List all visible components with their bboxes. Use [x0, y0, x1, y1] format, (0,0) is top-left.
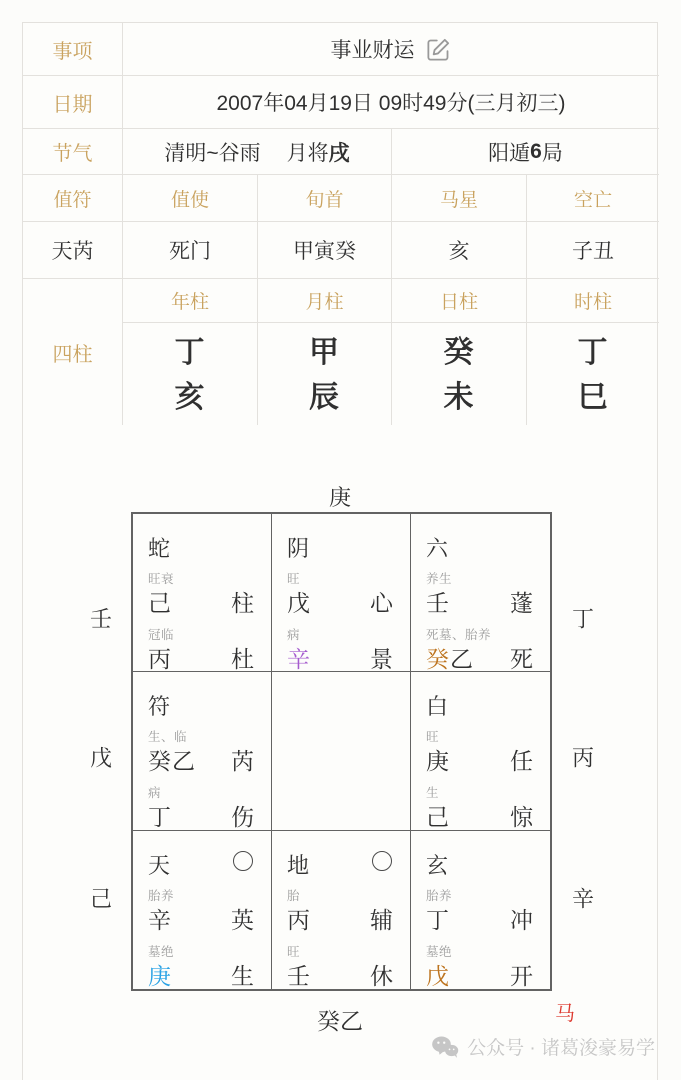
term-mid-bold: 戌 — [328, 141, 350, 165]
term-mid-prefix: 月将 — [286, 141, 329, 165]
date-value: 2007年04月19日 09时49分(三月初三) — [123, 76, 659, 129]
state-label: 旺 — [426, 730, 440, 745]
palace-cell-mid-right — [411, 672, 550, 830]
value-kongwang: 子丑 — [527, 222, 659, 279]
state-label: 旺衰 — [148, 572, 175, 586]
star: 任 — [510, 748, 533, 775]
earth-stem-row: 辛 景 — [287, 641, 393, 674]
door: 伤 — [231, 804, 254, 831]
dun-number: 6 — [530, 139, 542, 163]
heaven-stem-row: 壬 蓬 — [426, 585, 533, 618]
palace-god: 玄 — [426, 852, 449, 878]
palace-cell-top-right — [411, 514, 550, 672]
heaven-stem-row: 丙 辅 — [287, 902, 393, 935]
palace-cell-bottom-right — [411, 831, 550, 989]
door: 开 — [510, 962, 533, 989]
star: 心 — [370, 590, 393, 616]
heaven-stem-row: 己 柱 — [148, 585, 254, 618]
star: 冲 — [510, 906, 533, 933]
date-label: 日期 — [23, 76, 123, 129]
door: 生 — [231, 962, 254, 989]
outer-stem-top: 庚 — [328, 485, 351, 510]
heaven-stem-row: 辛 英 — [148, 902, 254, 935]
header-zhifu: 值符 — [23, 175, 123, 222]
item-value: 事业财运 — [330, 39, 415, 62]
header-day-pillar: 日柱 — [392, 279, 527, 323]
header-maxing: 马星 — [392, 175, 527, 222]
month-pillar-value: 甲 辰 — [258, 323, 392, 426]
palace-god: 天 — [148, 852, 171, 878]
day-pillar-value: 癸 未 — [392, 323, 527, 426]
door: 杜 — [231, 646, 254, 672]
void-circle-icon — [372, 851, 392, 871]
outer-stem-left-3: 己 — [89, 886, 112, 912]
earth-stem-row: 庚 生 — [148, 958, 254, 991]
palace-cell-top-left — [133, 514, 272, 672]
outer-stem-right-1: 丁 — [571, 606, 594, 632]
state-label: 胎养 — [426, 888, 453, 903]
door: 惊 — [510, 804, 533, 831]
term-value — [123, 129, 392, 175]
term-label: 节气 — [23, 129, 123, 175]
pillars-label: 四柱 — [23, 279, 123, 426]
palace-cell-mid-left — [133, 672, 272, 830]
earth-stem-row: 丁 伤 — [148, 799, 254, 832]
heaven-stem-row: 庚 任 — [426, 743, 533, 776]
palace-cell-bottom-left — [133, 831, 272, 989]
value-zhifu: 天芮 — [23, 222, 123, 279]
outer-stem-bottom: 癸乙 — [317, 1008, 363, 1034]
palace-god: 六 — [426, 536, 449, 561]
heaven-stem-row: 戊 心 — [287, 585, 393, 618]
value-maxing: 亥 — [392, 222, 527, 279]
earth-stem-row: 癸乙 死 — [426, 641, 533, 674]
watermark — [431, 1033, 655, 1060]
state-label: 旺 — [287, 572, 301, 586]
hour-pillar-value: 丁 巳 — [577, 335, 609, 414]
state-label: 病 — [287, 628, 301, 642]
horse-marker: 马 — [555, 1003, 575, 1025]
palace-cell-bottom-center — [272, 831, 411, 989]
nine-palace-grid — [131, 512, 552, 991]
star: 芮 — [231, 748, 254, 775]
palace-cell-center-empty — [272, 672, 411, 830]
state-label: 死墓、胎养 — [426, 628, 492, 642]
palace-god: 蛇 — [148, 536, 171, 561]
state-label: 墓绝 — [426, 944, 453, 959]
year-pillar-value: 丁 亥 — [123, 323, 258, 426]
earth-stem-row: 壬 休 — [287, 958, 393, 991]
header-year-pillar: 年柱 — [123, 279, 258, 323]
palace-god: 符 — [148, 694, 171, 720]
palace-god: 阴 — [287, 536, 310, 561]
header-kongwang: 空亡 — [527, 175, 659, 222]
palace-god: 地 — [287, 852, 310, 878]
term-range: 清明~谷雨 — [164, 141, 261, 165]
state-label: 墓绝 — [148, 944, 175, 959]
header-zhishi: 值使 — [123, 175, 258, 222]
watermark-text: 公众号 · 诸葛浚豪易学 — [467, 1038, 655, 1059]
qimen-chart-section — [22, 425, 658, 1080]
info-table — [22, 22, 658, 427]
state-label: 病 — [148, 786, 162, 801]
star: 英 — [231, 906, 254, 933]
state-label: 胎 — [287, 888, 301, 903]
state-label: 生、临 — [148, 730, 188, 745]
void-circle-icon — [233, 851, 253, 871]
item-label: 事项 — [23, 23, 123, 76]
state-label: 胎养 — [148, 888, 175, 903]
state-label: 冠临 — [148, 628, 175, 642]
outer-stem-right-3: 辛 — [571, 886, 594, 912]
value-zhishi: 死门 — [123, 222, 258, 279]
earth-stem-row: 丙 杜 — [148, 641, 254, 674]
outer-stem-left-1: 壬 — [89, 606, 112, 632]
palace-god: 白 — [426, 694, 449, 720]
earth-stem-row: 己 惊 — [426, 799, 533, 832]
edit-icon[interactable] — [425, 36, 452, 63]
star: 柱 — [231, 590, 254, 616]
dun-ju-value — [392, 129, 659, 175]
item-value-cell — [123, 23, 659, 76]
palace-cell-top-center — [272, 514, 411, 672]
star: 辅 — [370, 906, 393, 933]
door: 死 — [510, 646, 533, 672]
outer-stem-right-2: 丙 — [571, 745, 594, 771]
state-label: 旺 — [287, 944, 301, 959]
door: 景 — [370, 646, 393, 672]
star: 蓬 — [510, 590, 533, 616]
header-month-pillar: 月柱 — [258, 279, 392, 323]
outer-stem-left-2: 戊 — [89, 745, 112, 771]
earth-stem-row: 戊 开 — [426, 958, 533, 991]
header-xunshou: 旬首 — [258, 175, 392, 222]
header-hour-pillar: 时柱 — [527, 279, 659, 323]
heaven-stem-row: 丁 冲 — [426, 902, 533, 935]
value-xunshou: 甲寅癸 — [258, 222, 392, 279]
door: 休 — [370, 962, 393, 989]
state-label: 生 — [426, 786, 440, 801]
dun-suffix: 局 — [541, 141, 563, 165]
dun-prefix: 阳遁 — [488, 141, 531, 165]
state-label: 养生 — [426, 572, 453, 586]
heaven-stem-row: 癸乙 芮 — [148, 743, 254, 776]
wechat-icon — [431, 1035, 459, 1059]
